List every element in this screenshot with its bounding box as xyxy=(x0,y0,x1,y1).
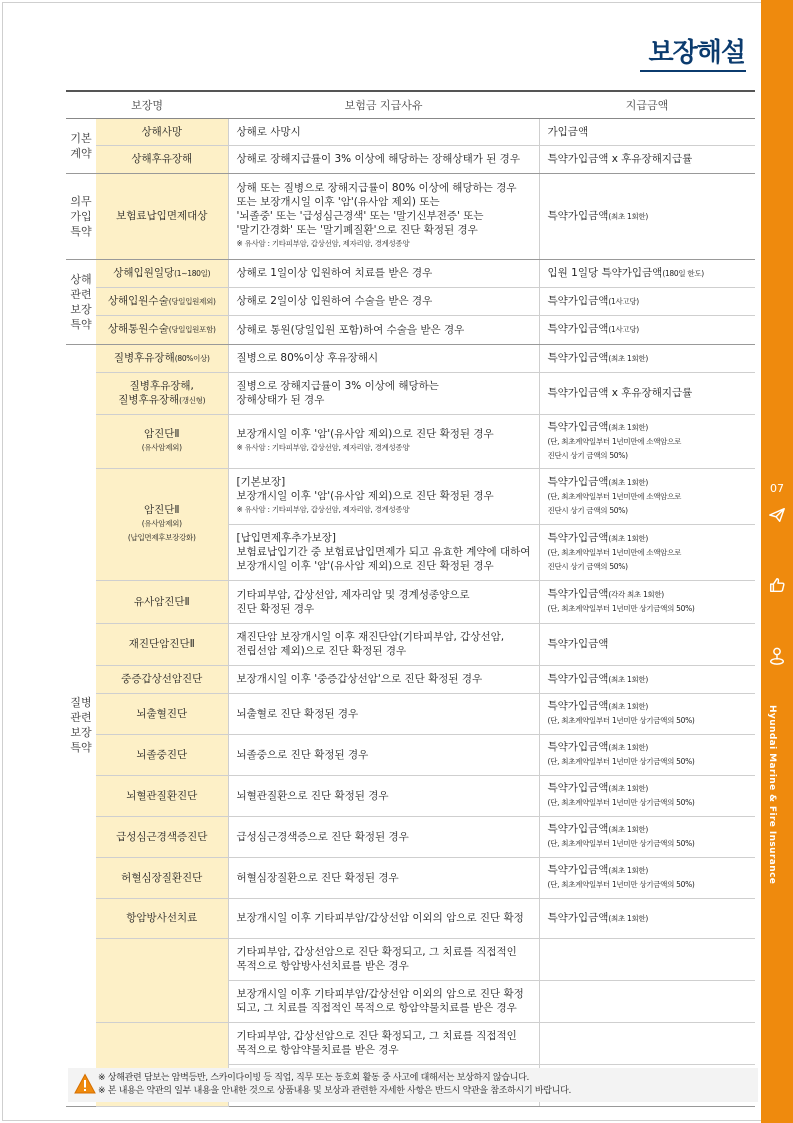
col-header-coverage: 보장명 xyxy=(66,91,228,118)
coverage-name: 암진단Ⅱ (유사암제외) (납입면제후보장강화) xyxy=(96,468,228,580)
coverage-condition: 뇌졸중으로 진단 확정된 경우 xyxy=(228,734,539,775)
coverage-condition: 상해 또는 질병으로 장해지급률이 80% 이상에 해당하는 경우 또는 보장개시일 이후 '암'(유사암 제외) 또는 '뇌졸중' 또는 '급성심근경색' 또는 '말기신부전증' 또는 '말기간경화' 또는 '말기폐질환'으로 진단 확정된 경우 ※ 유사암 : 기타피부암, 갑상선암, 제자리암, 경계성종양 xyxy=(228,173,539,259)
table-row xyxy=(66,173,755,259)
coverage-amount: 특약가입금액(1사고당) xyxy=(539,287,755,315)
coverage-condition: 상해로 통원(당일입원 포함)하여 수술을 받은 경우 xyxy=(228,315,539,344)
coverage-condition: [기본보장] 보장개시일 이후 '암'(유사암 제외)으로 진단 확정된 경우 ※ 유사암 : 기타피부암, 갑상선암, 제자리암, 경계성종양 xyxy=(228,468,539,524)
warning-icon xyxy=(74,1073,96,1095)
coverage-name: 유사암진단Ⅱ xyxy=(96,580,228,623)
coverage-amount: 특약가입금액 x 후유장해지급률 xyxy=(539,145,755,173)
table-row xyxy=(66,857,755,898)
coverage-condition: 기타피부암, 갑상선암, 제자리암 및 경계성종양으로 진단 확정된 경우 xyxy=(228,580,539,623)
table-row xyxy=(66,287,755,315)
table-row xyxy=(66,315,755,344)
coverage-amount: 특약가입금액(1사고당) xyxy=(539,315,755,344)
coverage-name: 상해통원수술(당일입원포함) xyxy=(96,315,228,344)
table-row xyxy=(66,734,755,775)
table-row xyxy=(66,468,755,524)
table-header-row xyxy=(66,91,755,118)
coverage-amount: 특약가입금액(최초 1회한) (단, 최초계약일부터 1년미만에 소액암으로 진단시 상기 금액의 50%) xyxy=(539,524,755,580)
thumbs-up-icon[interactable] xyxy=(761,576,793,599)
coverage-name: 항암방사선치료 xyxy=(96,898,228,938)
brand-vertical-text: Hyundai Marine & Fire Insurance xyxy=(767,705,777,885)
coverage-condition: 상해로 2일이상 입원하여 수술을 받은 경우 xyxy=(228,287,539,315)
table-row xyxy=(66,344,755,372)
coverage-condition: 기타피부암, 갑상선암으로 진단 확정되고, 그 치료를 직접적인 목적으로 항암방사선치료를 받은 경우 xyxy=(228,938,539,980)
coverage-name: 상해사망 xyxy=(96,118,228,145)
coverage-condition: 상해로 사망시 xyxy=(228,118,539,145)
footnote-box xyxy=(68,1068,758,1102)
coverage-condition: 재진단암 보장개시일 이후 재진단암(기타피부암, 갑상선암, 전립선암 제외)으로 진단 확정된 경우 xyxy=(228,623,539,665)
coverage-table xyxy=(66,90,755,1107)
coverage-condition: 상해로 1일이상 입원하여 치료를 받은 경우 xyxy=(228,259,539,287)
footnote-line: ※ 상해관련 담보는 암벽등반, 스카이다이빙 등 직업, 직무 또는 동호회 활동 중 사고에 대해서는 보상하지 않습니다. xyxy=(98,1073,530,1083)
coverage-name xyxy=(96,938,228,1022)
footnote-line: ※ 본 내용은 약관의 일부 내용을 안내한 것으로 상품내용 및 보상과 관련한 자세한 사항은 반드시 약관을 참조하시기 바랍니다. xyxy=(98,1086,572,1096)
coverage-amount: 가입금액 xyxy=(539,118,755,145)
coverage-amount: 특약가입금액(최초 1회한) xyxy=(539,898,755,938)
table-row xyxy=(66,414,755,468)
title-underline xyxy=(640,70,746,72)
coverage-amount xyxy=(539,980,755,1022)
coverage-amount: 특약가입금액(각각 최초 1회한) (단, 최초계약일부터 1년미만 상기금액의 50%) xyxy=(539,580,755,623)
table-row xyxy=(66,623,755,665)
coverage-condition: 허혈심장질환으로 진단 확정된 경우 xyxy=(228,857,539,898)
coverage-condition: 급성심근경색증으로 진단 확정된 경우 xyxy=(228,816,539,857)
group-label: 질병 관련 보장 특약 xyxy=(66,344,96,1106)
coverage-condition: 질병으로 80%이상 후유장해시 xyxy=(228,344,539,372)
coverage-amount: 특약가입금액(최초 1회한) (단, 최초계약일부터 1년미만에 소액암으로 진단시 상기 금액의 50%) xyxy=(539,414,755,468)
coverage-name: 급성심근경색증진단 xyxy=(96,816,228,857)
coverage-name: 질병후유장해(80%이상) xyxy=(96,344,228,372)
coverage-name: 상해후유장해 xyxy=(96,145,228,173)
coverage-amount: 특약가입금액 x 후유장해지급률 xyxy=(539,372,755,414)
group-label: 의무 가입 특약 xyxy=(66,173,96,259)
coverage-amount: 입원 1일당 특약가입금액(180일 한도) xyxy=(539,259,755,287)
coverage-condition: 상해로 장해지급률이 3% 이상에 해당하는 장해상태가 된 경우 xyxy=(228,145,539,173)
coverage-condition: 질병으로 장해지급률이 3% 이상에 해당하는 장해상태가 된 경우 xyxy=(228,372,539,414)
coverage-amount: 특약가입금액(최초 1회한) (단, 최초계약일부터 1년미만 상기금액의 50%) xyxy=(539,734,755,775)
coverage-name: 재진단암진단Ⅱ xyxy=(96,623,228,665)
col-header-condition: 보험금 지급사유 xyxy=(228,91,539,118)
coverage-amount: 특약가입금액(최초 1회한) xyxy=(539,173,755,259)
table-row xyxy=(66,938,755,980)
table-row xyxy=(66,1022,755,1064)
coverage-amount: 특약가입금액(최초 1회한) (단, 최초계약일부터 1년미만 상기금액의 50%) xyxy=(539,857,755,898)
coverage-amount: 특약가입금액(최초 1회한) (단, 최초계약일부터 1년미만에 소액암으로 진단시 상기 금액의 50%) xyxy=(539,468,755,524)
coverage-name: 중증갑상선암진단 xyxy=(96,665,228,693)
coverage-name: 암진단Ⅱ (유사암제외) xyxy=(96,414,228,468)
coverage-name: 뇌졸중진단 xyxy=(96,734,228,775)
table-row xyxy=(66,665,755,693)
coverage-condition: 보장개시일 이후 기타피부암/갑상선암 이외의 암으로 진단 확정 xyxy=(228,898,539,938)
group-label: 상해 관련 보장 특약 xyxy=(66,259,96,344)
coverage-condition: 뇌출혈로 진단 확정된 경우 xyxy=(228,693,539,734)
page-number: 07 xyxy=(770,482,784,495)
coverage-condition: [납입면제후추가보장] 보험료납입기간 중 보험료납입면제가 되고 유효한 계약에 대하여 보장개시일 이후 '암'(유사암 제외)으로 진단 확정된 경우 xyxy=(228,524,539,580)
coverage-name: 상해입원일당(1~180일) xyxy=(96,259,228,287)
group-label: 기본 계약 xyxy=(66,118,96,173)
table-row xyxy=(66,118,755,145)
coverage-name: 질병후유장해, 질병후유장해(갱신형) xyxy=(96,372,228,414)
coverage-amount: 특약가입금액(최초 1회한) xyxy=(539,665,755,693)
coverage-name: 뇌혈관질환진단 xyxy=(96,775,228,816)
coverage-condition: 보장개시일 이후 기타피부암/갑상선암 이외의 암으로 진단 확정 되고, 그 치료를 직접적인 목적으로 항암약물치료를 받은 경우 xyxy=(228,980,539,1022)
coverage-condition: 보장개시일 이후 '암'(유사암 제외)으로 진단 확정된 경우 ※ 유사암 : 기타피부암, 갑상선암, 제자리암, 경계성종양 xyxy=(228,414,539,468)
coverage-amount xyxy=(539,1022,755,1064)
coverage-condition: 기타피부암, 갑상선암으로 진단 확정되고, 그 치료를 직접적인 목적으로 항암약물치료를 받은 경우 xyxy=(228,1022,539,1064)
table-row xyxy=(66,259,755,287)
table-row xyxy=(66,816,755,857)
coverage-name: 보험료납입면제대상 xyxy=(96,173,228,259)
coverage-amount xyxy=(539,938,755,980)
location-pin-icon[interactable] xyxy=(761,646,793,671)
side-tab-bar xyxy=(761,0,793,1123)
coverage-amount: 특약가입금액(최초 1회한) (단, 최초계약일부터 1년미만 상기금액의 50%) xyxy=(539,693,755,734)
table-row xyxy=(66,775,755,816)
table-row xyxy=(66,372,755,414)
coverage-amount: 특약가입금액(최초 1회한) xyxy=(539,344,755,372)
table-row xyxy=(66,580,755,623)
coverage-name: 허혈심장질환진단 xyxy=(96,857,228,898)
coverage-name: 뇌출혈진단 xyxy=(96,693,228,734)
coverage-amount: 특약가입금액 xyxy=(539,623,755,665)
page-title: 보장해설 xyxy=(648,38,745,68)
paper-plane-icon[interactable] xyxy=(761,506,793,529)
coverage-amount: 특약가입금액(최초 1회한) (단, 최초계약일부터 1년미만 상기금액의 50%) xyxy=(539,816,755,857)
coverage-condition: 뇌혈관질환으로 진단 확정된 경우 xyxy=(228,775,539,816)
col-header-amount: 지급금액 xyxy=(539,91,755,118)
table-row xyxy=(66,693,755,734)
coverage-condition: 보장개시일 이후 '중증갑상선암'으로 진단 확정된 경우 xyxy=(228,665,539,693)
table-row xyxy=(66,145,755,173)
coverage-name: 상해입원수술(당일입원제외) xyxy=(96,287,228,315)
coverage-amount: 특약가입금액(최초 1회한) (단, 최초계약일부터 1년미만 상기금액의 50%) xyxy=(539,775,755,816)
table-row xyxy=(66,898,755,938)
